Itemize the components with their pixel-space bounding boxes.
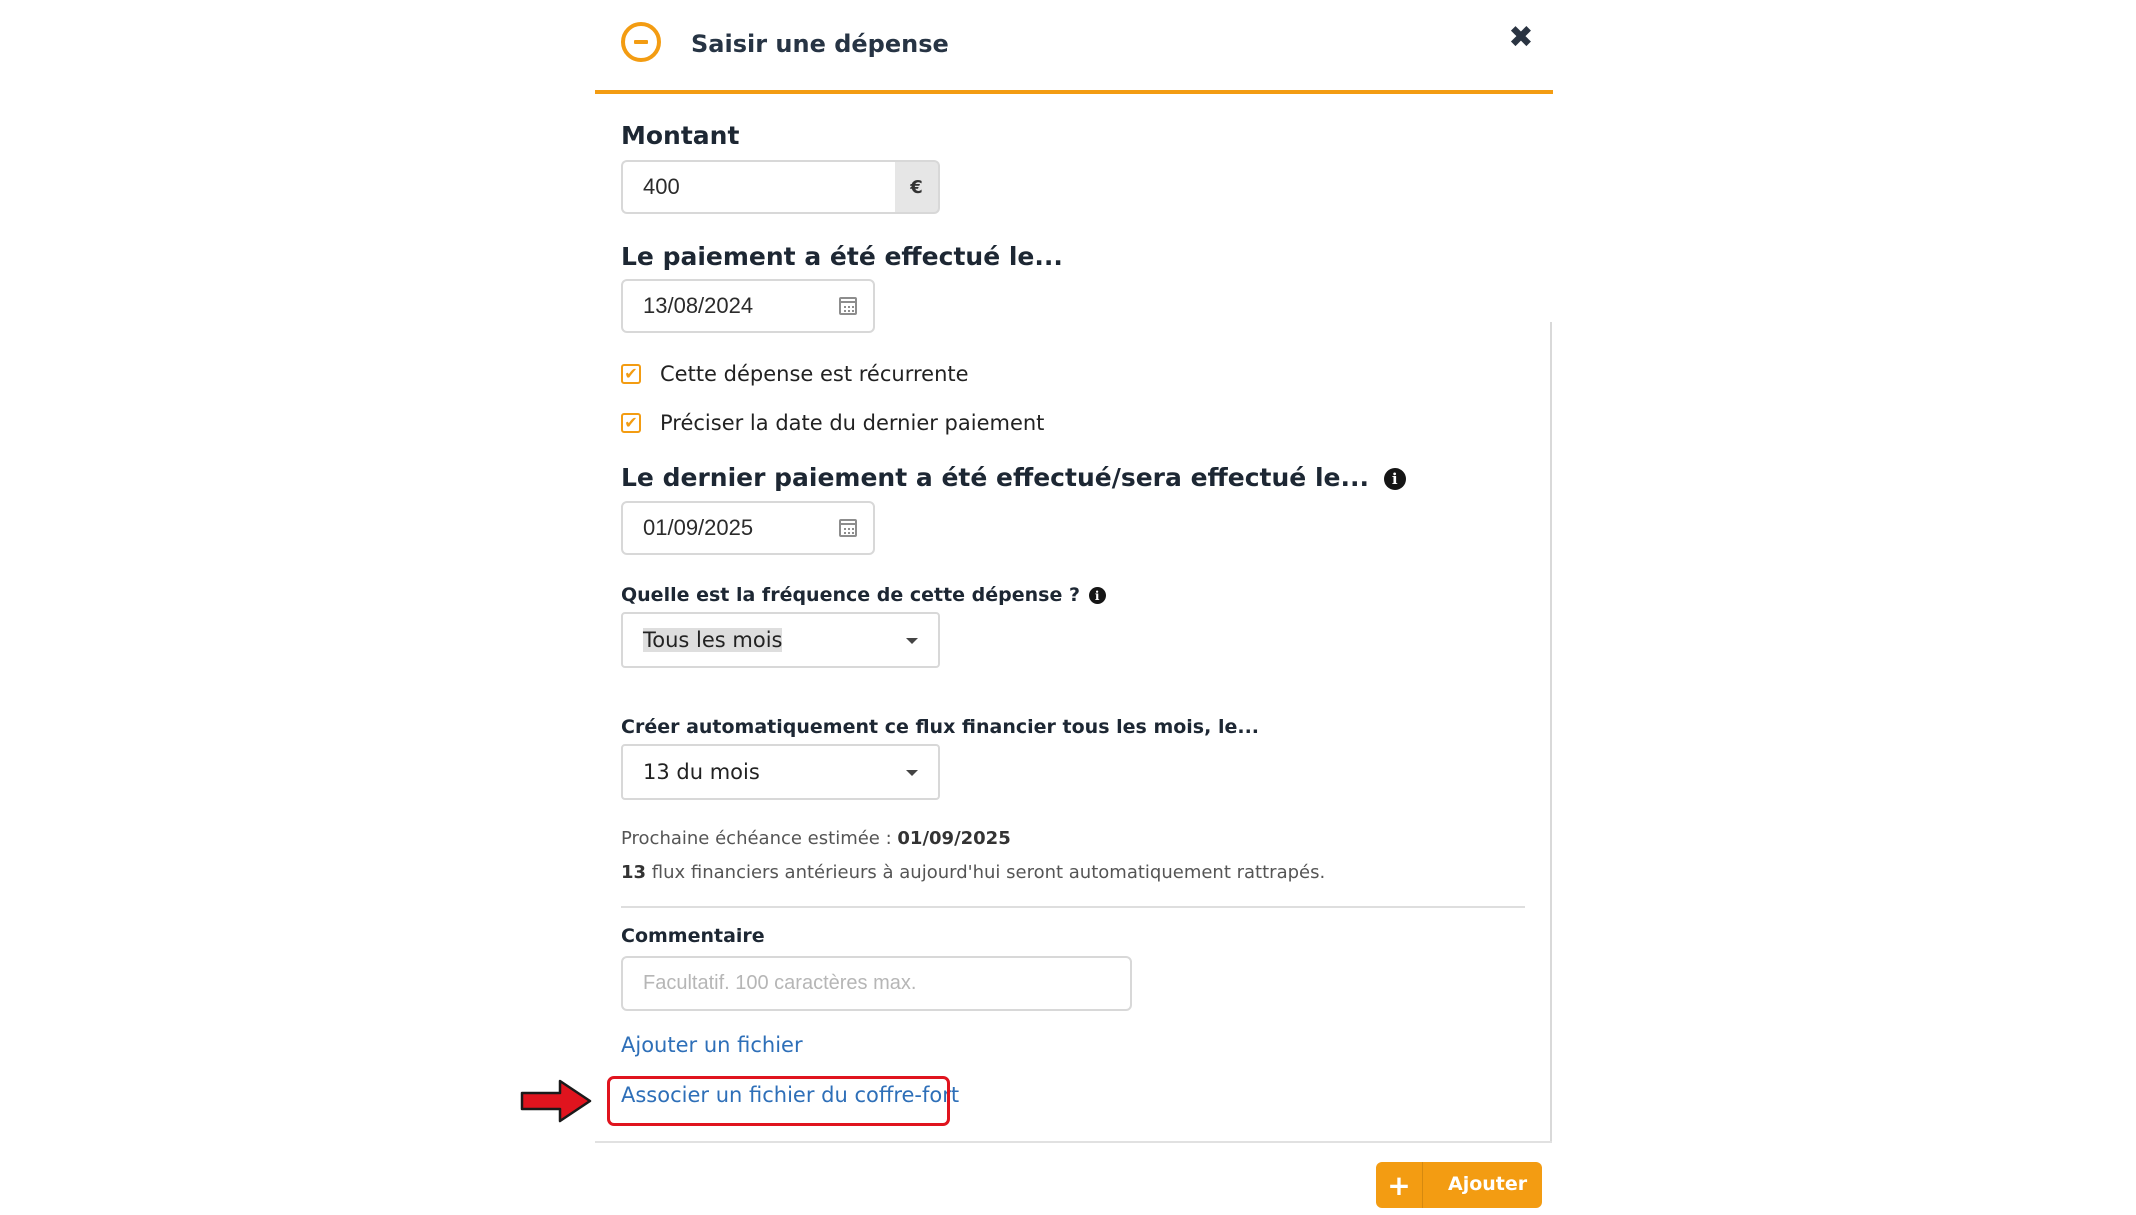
- last-payment-date-value: 01/09/2025: [643, 515, 754, 540]
- calendar-icon[interactable]: [839, 297, 857, 315]
- recurring-checkbox-label[interactable]: Cette dépense est récurrente: [660, 362, 969, 386]
- payment-date-label: Le paiement a été effectué le...: [621, 242, 1063, 271]
- auto-create-label: Créer automatiquement ce flux financier tous les mois, le...: [621, 716, 1260, 738]
- last-date-checkbox-row[interactable]: [621, 411, 1044, 435]
- catch-up-count: 13: [621, 862, 647, 883]
- comment-label: Commentaire: [621, 925, 765, 947]
- calendar-icon[interactable]: [839, 519, 857, 537]
- comment-input[interactable]: [621, 956, 1132, 1011]
- auto-create-selected-value: 13 du mois: [643, 760, 760, 784]
- frequency-label: Quelle est la fréquence de cette dépense ?: [621, 584, 1081, 606]
- frequency-selected-value: Tous les mois: [643, 628, 783, 652]
- add-file-link[interactable]: Ajouter un fichier: [621, 1033, 803, 1057]
- header-accent-line: [595, 90, 1553, 94]
- next-due-date-value: 01/09/2025: [897, 828, 1011, 849]
- close-icon[interactable]: ✖: [1508, 20, 1534, 55]
- associate-vault-file-link[interactable]: Associer un fichier du coffre-fort: [621, 1083, 960, 1107]
- chevron-down-icon: [906, 638, 918, 644]
- recurring-checkbox-row[interactable]: [621, 362, 969, 386]
- last-payment-date-input[interactable]: [621, 501, 875, 555]
- annotation-arrow-icon: [520, 1078, 592, 1124]
- catch-up-text: flux financiers antérieurs à aujourd'hui seront automatiquement rattrapés.: [646, 862, 1326, 883]
- last-date-checkbox[interactable]: ✔: [621, 413, 641, 433]
- next-due-date-note: [621, 828, 1011, 849]
- next-due-date-prefix: Prochaine échéance estimée :: [621, 828, 898, 849]
- annotation-highlight-box: [607, 1076, 950, 1126]
- plus-icon: +: [1376, 1162, 1423, 1208]
- add-button[interactable]: [1376, 1162, 1542, 1208]
- frequency-heading: [621, 584, 1106, 606]
- info-icon[interactable]: i: [1089, 587, 1106, 604]
- modal-title: Saisir une dépense: [691, 30, 949, 58]
- info-icon[interactable]: i: [1384, 468, 1406, 490]
- recurring-checkbox[interactable]: ✔: [621, 364, 641, 384]
- frequency-select[interactable]: [621, 612, 940, 668]
- catch-up-note: [621, 862, 1325, 883]
- auto-create-day-select[interactable]: [621, 744, 940, 800]
- minus-circle-icon: [621, 22, 661, 62]
- last-date-checkbox-label[interactable]: Préciser la date du dernier paiement: [660, 411, 1045, 435]
- amount-input[interactable]: [621, 160, 897, 214]
- last-payment-heading: [621, 463, 1406, 492]
- amount-label: Montant: [621, 121, 740, 150]
- chevron-down-icon: [906, 770, 918, 776]
- modal-border: [1550, 322, 1552, 1142]
- section-divider: [621, 906, 1525, 908]
- amount-value: 400: [643, 174, 680, 199]
- last-payment-label: Le dernier paiement a été effectué/sera effectué le...: [621, 463, 1369, 492]
- payment-date-input[interactable]: [621, 279, 875, 333]
- modal-footer-divider: [595, 1141, 1552, 1143]
- payment-date-value: 13/08/2024: [643, 293, 754, 318]
- add-button-label: Ajouter: [1448, 1173, 1528, 1195]
- currency-addon: €: [895, 160, 940, 214]
- comment-placeholder: Facultatif. 100 caractères max.: [643, 972, 917, 994]
